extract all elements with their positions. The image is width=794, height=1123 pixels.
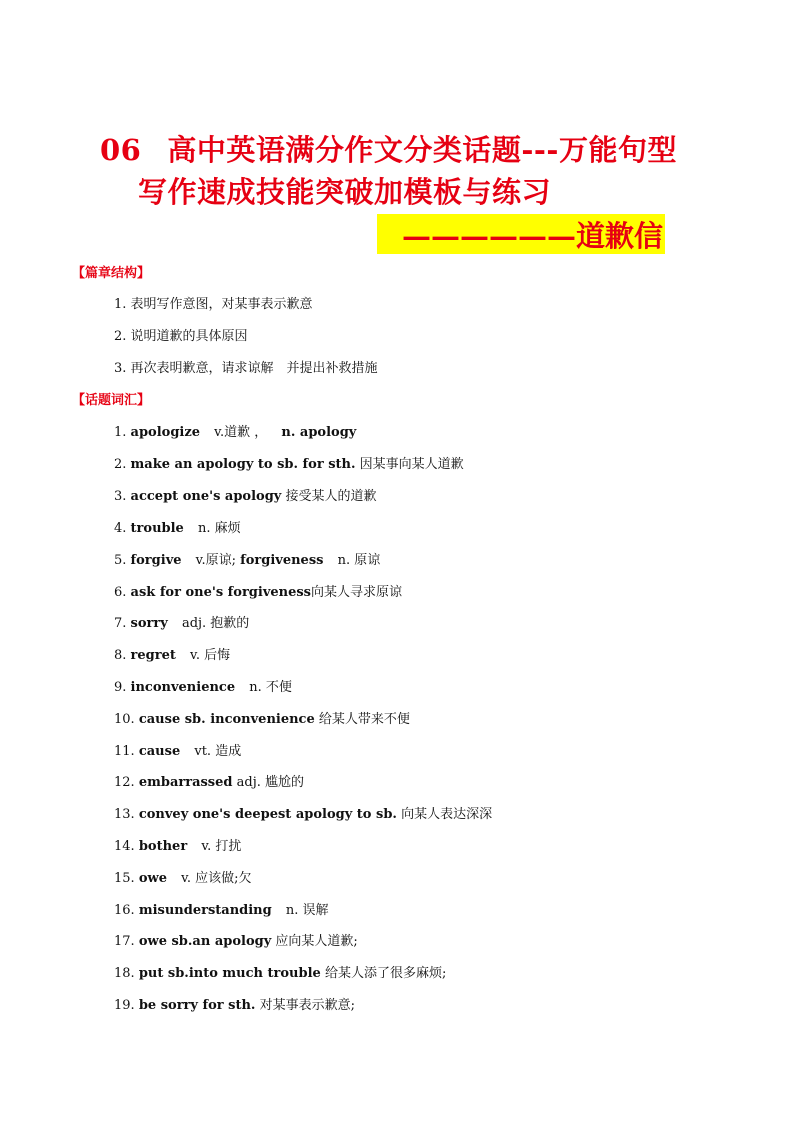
title-highlight-apology-letter: ——————道歉信 [377,214,665,254]
vocab-gloss: 给某人带来不便 [318,712,410,727]
vocab-term: sorry [130,616,168,631]
vocab-gloss: v.道歉 ， [214,425,268,440]
vocab-term: forgive [130,553,182,568]
vocab-term: embarrassed [138,775,233,790]
vocab-num: 3. [114,489,127,504]
vocab-gloss: n. 麻烦 [197,521,241,536]
vocab-num: 10. [114,712,135,727]
vocab-item [114,485,377,504]
vocab-term: ask for one's forgiveness [130,585,312,600]
vocab-gloss: adj. 尴尬的 [236,775,305,790]
vocab-term: accept one's apology [130,489,282,504]
section-heading-vocabulary: 【话题词汇】 [72,393,151,408]
vocab-num: 9. [114,680,127,695]
vocab-gloss: vt. 造成 [194,744,242,759]
vocab-term: cause [138,744,181,759]
vocab-term: inconvenience [130,680,236,695]
vocab-item [114,549,380,568]
vocab-term: regret [130,648,176,663]
vocab-num: 6. [114,585,127,600]
vocab-term: misunderstanding [138,903,272,918]
vocab-gloss: v. 打扰 [201,839,242,854]
vocab-item [114,421,356,440]
vocab-gloss: 给某人添了很多麻烦; [324,966,447,981]
vocab-num: 1. [114,425,127,440]
vocab-num: 2. [114,457,127,472]
title-line-2: 写作速成技能突破加模板与练习 [138,175,552,209]
vocab-gloss: v. 应该做;欠 [181,871,252,886]
vocab-item [114,835,241,854]
vocab-term: owe [138,871,167,886]
vocab-gloss: 向某人寻求原谅 [311,585,403,600]
vocab-num: 5. [114,553,127,568]
vocab-term: be sorry for sth. [138,998,256,1013]
vocab-item [114,867,252,886]
title-number: 06 [100,133,142,167]
vocab-num: 18. [114,966,135,981]
vocab-gloss: 应向某人道歉; [275,934,358,949]
vocab-item [114,708,410,727]
vocab-term: convey one's deepest apology to sb. [138,807,397,822]
vocab-item [114,962,446,981]
vocab-item [114,453,464,472]
vocab-term: trouble [130,521,184,536]
vocab-item [114,612,249,631]
vocab-term: put sb.into much trouble [138,966,321,981]
vocab-item [114,930,358,949]
vocab-num: 15. [114,871,135,886]
vocab-num: 14. [114,839,135,854]
vocab-item [114,676,292,695]
vocab-item [114,803,492,822]
vocab-gloss: adj. 抱歉的 [181,616,250,631]
vocab-item [114,994,355,1013]
vocab-item [114,771,304,790]
vocab-num: 4. [114,521,127,536]
vocab-num: 7. [114,616,127,631]
vocab-term: apologize [130,425,201,440]
vocab-gloss: n. 误解 [285,903,329,918]
vocab-gloss-2: n. 原谅 [337,553,381,568]
vocab-gloss: 因某事向某人道歉 [359,457,464,472]
vocab-num: 16. [114,903,135,918]
structure-item: 3. 再次表明歉意，请求谅解 并提出补救措施 [114,361,378,376]
vocab-num: 19. [114,998,135,1013]
vocab-item [114,581,402,600]
structure-item: 2. 说明道歉的具体原因 [114,329,248,344]
vocab-gloss: v. 后悔 [190,648,231,663]
vocab-term: bother [138,839,188,854]
vocab-term-2: forgiveness [240,553,324,568]
vocab-gloss: n. 不便 [249,680,292,695]
vocab-gloss: v.原谅; [195,553,236,568]
vocab-term: make an apology to sb. for sth. [130,457,356,472]
vocab-gloss: 向某人表达深深 [401,807,493,822]
vocab-term: cause sb. inconvenience [138,712,315,727]
vocab-item [114,517,241,536]
title-line-1 [100,128,677,169]
vocab-term: owe sb.an apology [138,934,272,949]
vocab-num: 12. [114,775,135,790]
vocab-num: 13. [114,807,135,822]
section-heading-structure: 【篇章结构】 [72,266,151,281]
vocab-item [114,899,329,918]
vocab-item [114,644,230,663]
title-main: 高中英语满分作文分类话题---万能句型 [167,133,677,167]
vocab-num: 11. [114,744,135,759]
vocab-gloss: 接受某人的道歉 [285,489,377,504]
vocab-item [114,740,241,759]
structure-item: 1. 表明写作意图，对某事表示歉意 [114,297,313,312]
vocab-num: 17. [114,934,135,949]
vocab-term-2: n. apology [281,425,357,440]
vocab-num: 8. [114,648,127,663]
vocab-gloss: 对某事表示歉意; [259,998,355,1013]
